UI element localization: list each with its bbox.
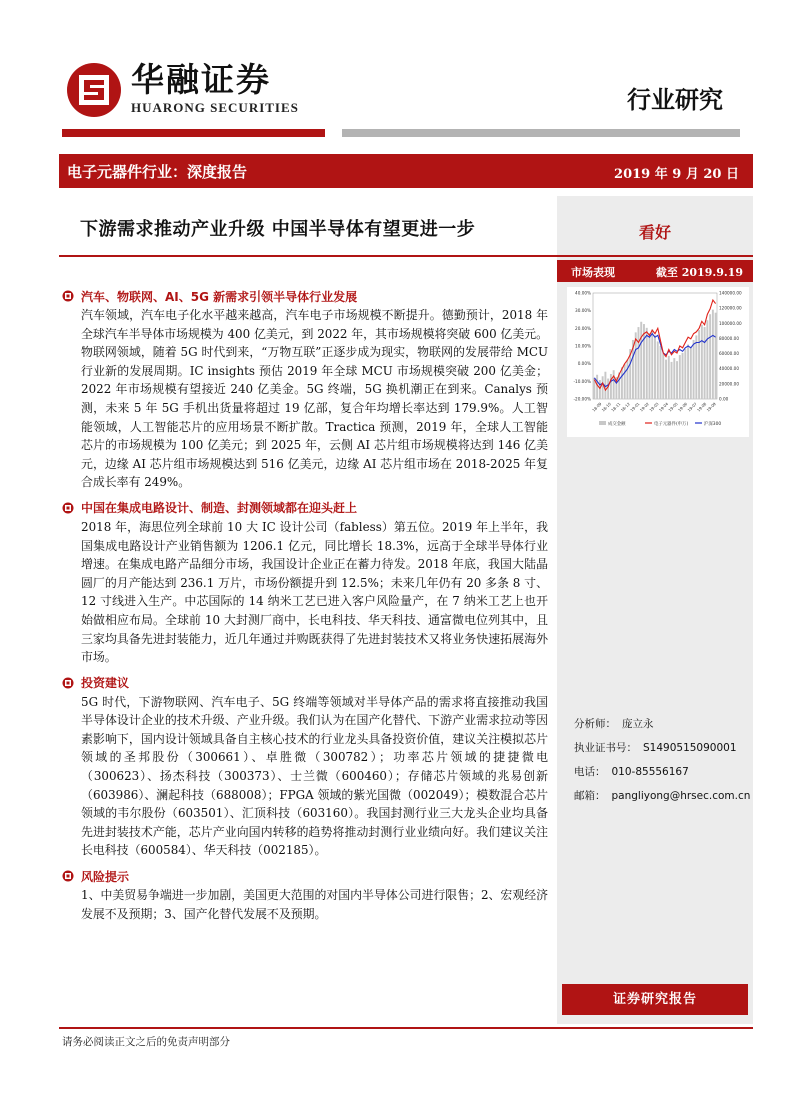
volume-bar <box>671 362 673 399</box>
report-headline: 下游需求推动产业升级 中国半导体有望更进一步 <box>80 219 476 240</box>
y-right-tick-label: 60000.00 <box>719 351 739 357</box>
x-tick-label: 18-10 <box>600 401 612 413</box>
section-title: 投资建议 <box>81 676 130 691</box>
analyst-email-row <box>574 784 752 808</box>
bottom-rule <box>59 1027 753 1029</box>
header-red-bar <box>62 129 325 137</box>
section-bullet-icon <box>62 502 74 514</box>
volume-bar <box>651 329 653 399</box>
volume-bar <box>649 333 651 399</box>
x-tick-label: 19-08 <box>695 401 708 413</box>
report-type-badge: 证券研究报告 <box>562 984 748 1015</box>
brand-name-cn: 华融证券 <box>131 60 271 99</box>
section-investment <box>62 673 548 860</box>
y-right-tick-label: 20000.00 <box>719 381 739 387</box>
section-title: 汽车、物联网、AI、5G 新需求引领半导体行业发展 <box>81 289 358 304</box>
volume-bar <box>613 370 615 399</box>
banner-title: 电子元器件行业：深度报告 <box>67 163 248 181</box>
volume-bar <box>706 320 708 399</box>
brand-name-en: HUARONG SECURITIES <box>131 100 299 115</box>
rating-label: 看好 <box>638 223 671 242</box>
volume-bar <box>665 360 667 399</box>
legend-label: 成交金额 <box>608 422 626 427</box>
huarong-logo-icon <box>66 62 122 118</box>
volume-bar <box>640 322 642 399</box>
volume-bar <box>712 310 714 399</box>
market-performance-label: 市场表现 <box>571 266 615 279</box>
volume-bar <box>657 341 659 399</box>
main-content <box>62 286 548 929</box>
y-left-tick-label: -20.00% <box>573 396 591 402</box>
volume-bar <box>709 314 711 399</box>
y-left-tick-label: 10.00% <box>575 343 591 349</box>
analyst-email[interactable]: pangliyong@hrsec.com.cn <box>611 790 751 802</box>
volume-bar <box>676 361 678 399</box>
y-left-tick-label: 20.00% <box>575 325 591 331</box>
volume-bar <box>596 375 598 399</box>
volume-bar <box>695 335 697 399</box>
market-performance-chart <box>567 287 749 437</box>
y-right-tick-label: 80000.00 <box>719 335 739 341</box>
section-heading <box>62 286 548 306</box>
volume-bar <box>660 346 662 399</box>
analyst-phone-label: 电话： <box>574 766 606 778</box>
volume-bar <box>679 355 681 399</box>
section-heading <box>62 673 548 693</box>
y-right-tick-label: 40000.00 <box>719 366 739 372</box>
volume-bar <box>690 347 692 399</box>
volume-bar <box>624 364 626 399</box>
volume-bar <box>610 374 612 399</box>
volume-bar <box>626 360 628 399</box>
analyst-info <box>574 712 752 808</box>
analyst-name-row <box>574 712 752 736</box>
volume-bar <box>698 330 700 399</box>
header-gray-bar <box>342 129 740 137</box>
market-as-of-date: 截至 2019.9.19 <box>655 266 743 279</box>
section-china-ic <box>62 498 548 667</box>
volume-bar <box>693 340 695 399</box>
x-tick-label: 19-02 <box>638 401 651 413</box>
x-tick-label: 19-04 <box>657 401 670 413</box>
analyst-phone-row <box>574 760 752 784</box>
y-left-tick-label: 30.00% <box>575 308 591 314</box>
volume-bar <box>602 376 604 399</box>
market-performance-bar <box>557 260 753 282</box>
section-paragraph: 2018 年，海思位列全球前 10 大 IC 设计公司（fabless）第五位。2019 年上半年，我国集成电路设计产业销售额为 1206.1 亿元，同比增长 18.3%，远高于全球半导体行业增速。在集成电路产品细分市场，我国设计企业正在蓄力待发。2018 年底，我国大陆晶圆厂的月产能达到 236.1 万片，市场份额提升到 12.5%；未来几年仍有 20 多条 8 寸、12 寸线进入生产。中芯国际的 14 纳米工艺已进入客户风险量产，在 7 纳米工艺上也开始做相应布局。全球前 10 大封测厂商中，长电科技、华天科技、通富微电位列其中，且三家均具备先进封装能力，近几年通过并购既获得了先进封装技术又将业务快速拓展海外市场。 <box>81 519 548 665</box>
report-category: 行业研究 <box>627 86 723 114</box>
volume-bar <box>646 328 648 399</box>
x-tick-label: 19-06 <box>676 401 689 413</box>
section-risk <box>62 866 548 923</box>
x-tick-label: 18-11 <box>610 401 622 413</box>
volume-bar <box>715 313 717 399</box>
analyst-cert-row <box>574 736 752 760</box>
y-right-tick-label: 140000.00 <box>719 290 742 296</box>
volume-bar <box>607 379 609 399</box>
volume-bar <box>701 325 703 399</box>
analyst-name-label: 分析师： <box>574 718 616 730</box>
volume-bar <box>668 356 670 399</box>
y-left-tick-label: 0.00% <box>577 361 591 367</box>
section-bullet-icon <box>62 870 74 882</box>
volume-bar <box>621 367 623 399</box>
section-paragraph: 汽车领域，汽车电子化水平越来越高，汽车电子市场规模不断提升。德勤预计，2018 年全球汽车半导体市场规模为 400 亿美元，到 2022 年，其市场规模将突破 600 亿美元。物联网领域，随着 5G 时代到来，“万物互联”正逐步成为现实，物联网的发展带给 MCU 行业新的发展周期。IC insights 预估 2019 年全球 MCU 市场规模突破 200 亿美金；2022 年市场规模有望接近 240 亿美金。5G 终端，5G 换机潮正在到来。Canalys 预测，未来 5 年 5G 手机出货量将超过 19 亿部，复合年均增长率达到 179.9%。人工智能领域，人工智能芯片的应用场景不断扩散。Tractica 预测，2019 年，全球人工智能芯片的市场规模为 100 亿美元；到 2025 年，云侧 AI 芯片组市场规模将达到 146 亿美元，边缘 AI 芯片组市场规模达到 516 亿美元，边缘 AI 芯片组市场在 2018-2025 年复合成长率有 249%。 <box>81 308 548 490</box>
section-heading <box>62 866 548 886</box>
analyst-cert: S1490515090001 <box>643 742 737 754</box>
legend-label: 电子元器件(申万) <box>654 422 689 427</box>
section-bullet-icon <box>62 677 74 689</box>
volume-bar <box>684 349 686 399</box>
x-tick-label: 19-07 <box>686 401 698 413</box>
section-title: 风险提示 <box>81 869 130 884</box>
x-tick-label: 18-09 <box>591 401 603 413</box>
x-tick-label: 19-05 <box>667 401 679 413</box>
section-paragraph: 5G 时代，下游物联网、汽车电子、5G 终端等领域对半导体产品的需求将直接推动我国半导体设计企业的技术升级、产业升级。我们认为在国产化替代、下游产业需求拉动等因素影响下，国内设计领域具备自主核心技术的行业龙头具备投资价值，建议关注模拟芯片领域的圣邦股份（300661）、卓胜微（300782）；功率芯片领域的捷捷微电（300623）、扬杰科技（300373）、士兰微（600460）；存储芯片领域的兆易创新（603986）、澜起科技（688008）；FPGA 领域的紫光国微（002049）；模数混合芯片领域的韦尔股份（603501）、汇顶科技（603160）。我国封测行业三大龙头企业均具备先进封装技术产能，芯片产业向国内转移的趋势将推动封测行业业绩向好。我们建议关注长电科技（600584）、华天科技（002185）。 <box>81 694 548 858</box>
x-tick-label: 19-01 <box>629 401 641 413</box>
y-right-tick-label: 120000.00 <box>719 305 742 311</box>
section-bullet-icon <box>62 290 74 302</box>
analyst-cert-label: 执业证书号： <box>574 742 637 754</box>
section-demand <box>62 286 548 492</box>
market-chart-svg <box>567 287 749 437</box>
volume-bar <box>638 327 640 399</box>
y-left-tick-label: -10.00% <box>573 378 591 384</box>
section-title: 中国在集成电路设计、制造、封测领域都在迎头赶上 <box>81 501 358 516</box>
section-paragraph: 1、中美贸易争端进一步加剧，美国更大范围的对国内半导体公司进行限售；2、宏观经济发展不及预期；3、国产化替代发展不及预期。 <box>81 888 548 921</box>
analyst-email-label: 邮箱： <box>574 790 606 802</box>
section-heading <box>62 498 548 518</box>
legend-label: 沪深300 <box>704 422 722 427</box>
x-tick-label: 19-09 <box>705 401 717 413</box>
volume-bar <box>599 380 601 399</box>
legend-swatch <box>599 421 606 425</box>
y-right-tick-label: 0.00 <box>719 396 729 402</box>
top-rule <box>59 255 753 257</box>
report-date: 2019 年 9 月 20 日 <box>614 167 739 182</box>
x-tick-label: 19-03 <box>648 401 660 413</box>
x-tick-label: 18-12 <box>619 401 631 413</box>
volume-bar <box>682 353 684 399</box>
volume-bar <box>662 354 664 399</box>
y-right-tick-label: 100000.00 <box>719 320 742 326</box>
analyst-name: 庞立永 <box>622 718 654 730</box>
volume-bar <box>687 344 689 399</box>
report-banner <box>59 154 753 188</box>
volume-bar <box>673 358 675 399</box>
volume-bar <box>704 327 706 399</box>
volume-bar <box>654 335 656 399</box>
analyst-phone: 010-85556167 <box>611 766 689 778</box>
y-left-tick-label: 40.00% <box>575 290 591 296</box>
disclaimer-note: 请务必阅读正文之后的免责声明部分 <box>62 1036 230 1048</box>
